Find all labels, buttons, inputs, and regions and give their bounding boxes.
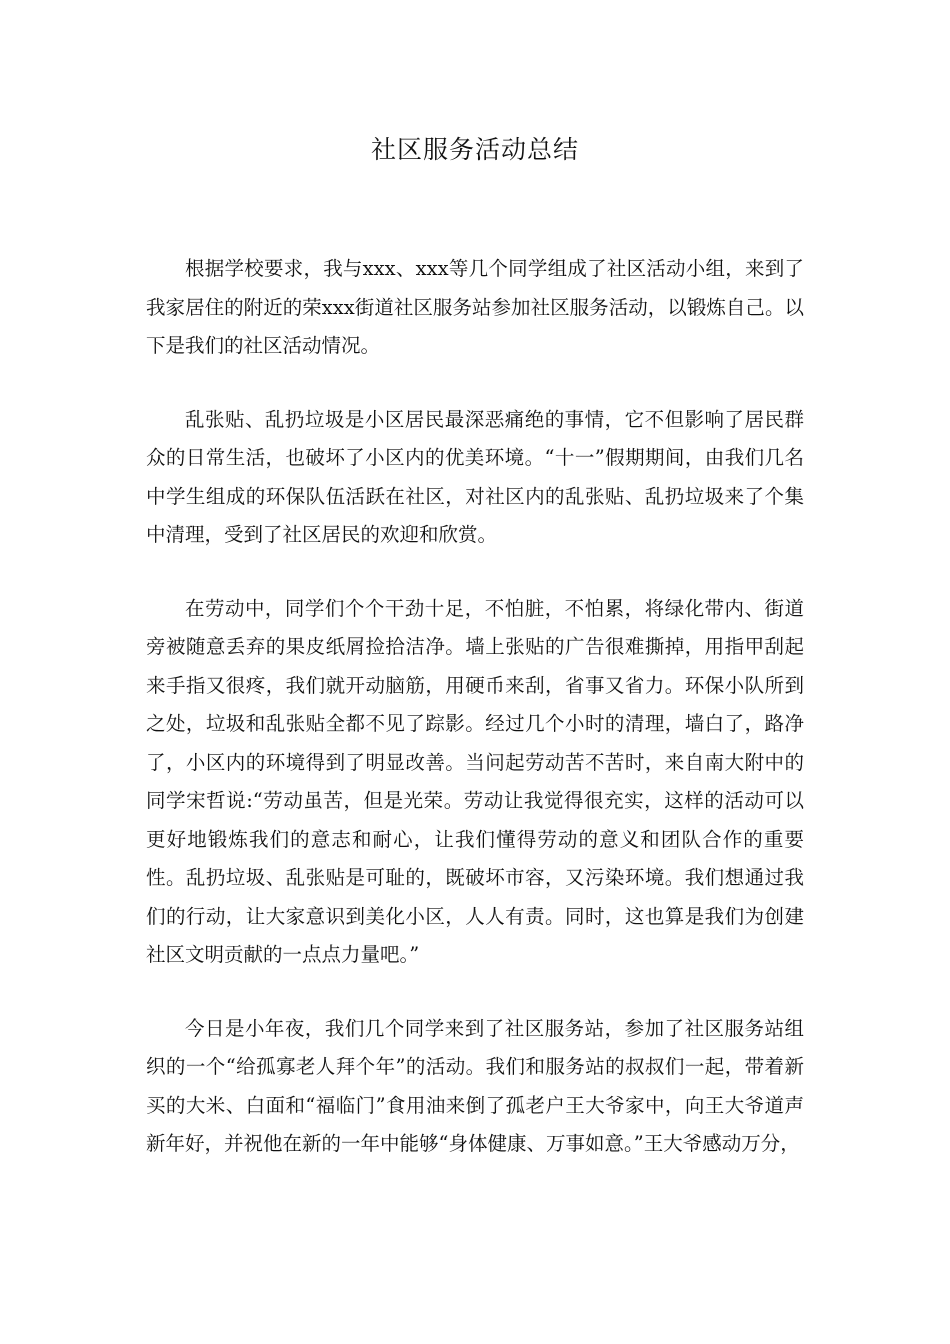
paragraph: 乱张贴、乱扔垃圾是小区居民最深恶痛绝的事情，它不但影响了居民群众的日常生活，也破坏了小区内的优美环境。“十一”假期期间，由我们几名中学生组成的环保队伍活跃在社区，对社区内的乱张贴、乱扔垃圾来了个集中清理，受到了社区居民的欢迎和欣赏。 [146, 407, 804, 546]
paragraph: 根据学校要求，我与xxx、xxx等几个同学组成了社区活动小组，来到了我家居住的附近的荣xxx街道社区服务站参加社区服务活动，以锻炼自己。以下是我们的社区活动情况。 [146, 257, 804, 357]
document-title: 社区服务活动总结 [370, 135, 579, 164]
document-body [146, 250, 804, 1199]
paragraph: 今日是小年夜，我们几个同学来到了社区服务站，参加了社区服务站组织的一个“给孤寡老人拜个年”的活动。我们和服务站的叔叔们一起，带着新买的大米、白面和“福临门”食用油来倒了孤老户王大爷家中，向王大爷道声新年好，并祝他在新的一年中能够“身体健康、万事如意。”王大爷感动万分， [146, 1016, 804, 1155]
paragraph: 在劳动中，同学们个个干劲十足，不怕脏，不怕累，将绿化带内、街道旁被随意丢弃的果皮纸屑捡拾洁净。墙上张贴的广告很难撕掉，用指甲刮起来手指又很疼，我们就开动脑筋，用硬币来刮，省事又省力。环保小队所到之处，垃圾和乱张贴全都不见了踪影。经过几个小时的清理，墙白了，路净了，小区内的环境得到了明显改善。当问起劳动苦不苦时，来自南大附中的同学宋哲说:“劳动虽苦，但是光荣。劳动让我觉得很充实，这样的活动可以更好地锻炼我们的意志和耐心，让我们懂得劳动的意义和团队合作的重要性。乱扔垃圾、乱张贴是可耻的，既破坏市容，又污染环境。我们想通过我们的行动，让大家意识到美化小区，人人有责。同时，这也算是我们为创建社区文明贡献的一点点力量吧。” [146, 596, 804, 966]
